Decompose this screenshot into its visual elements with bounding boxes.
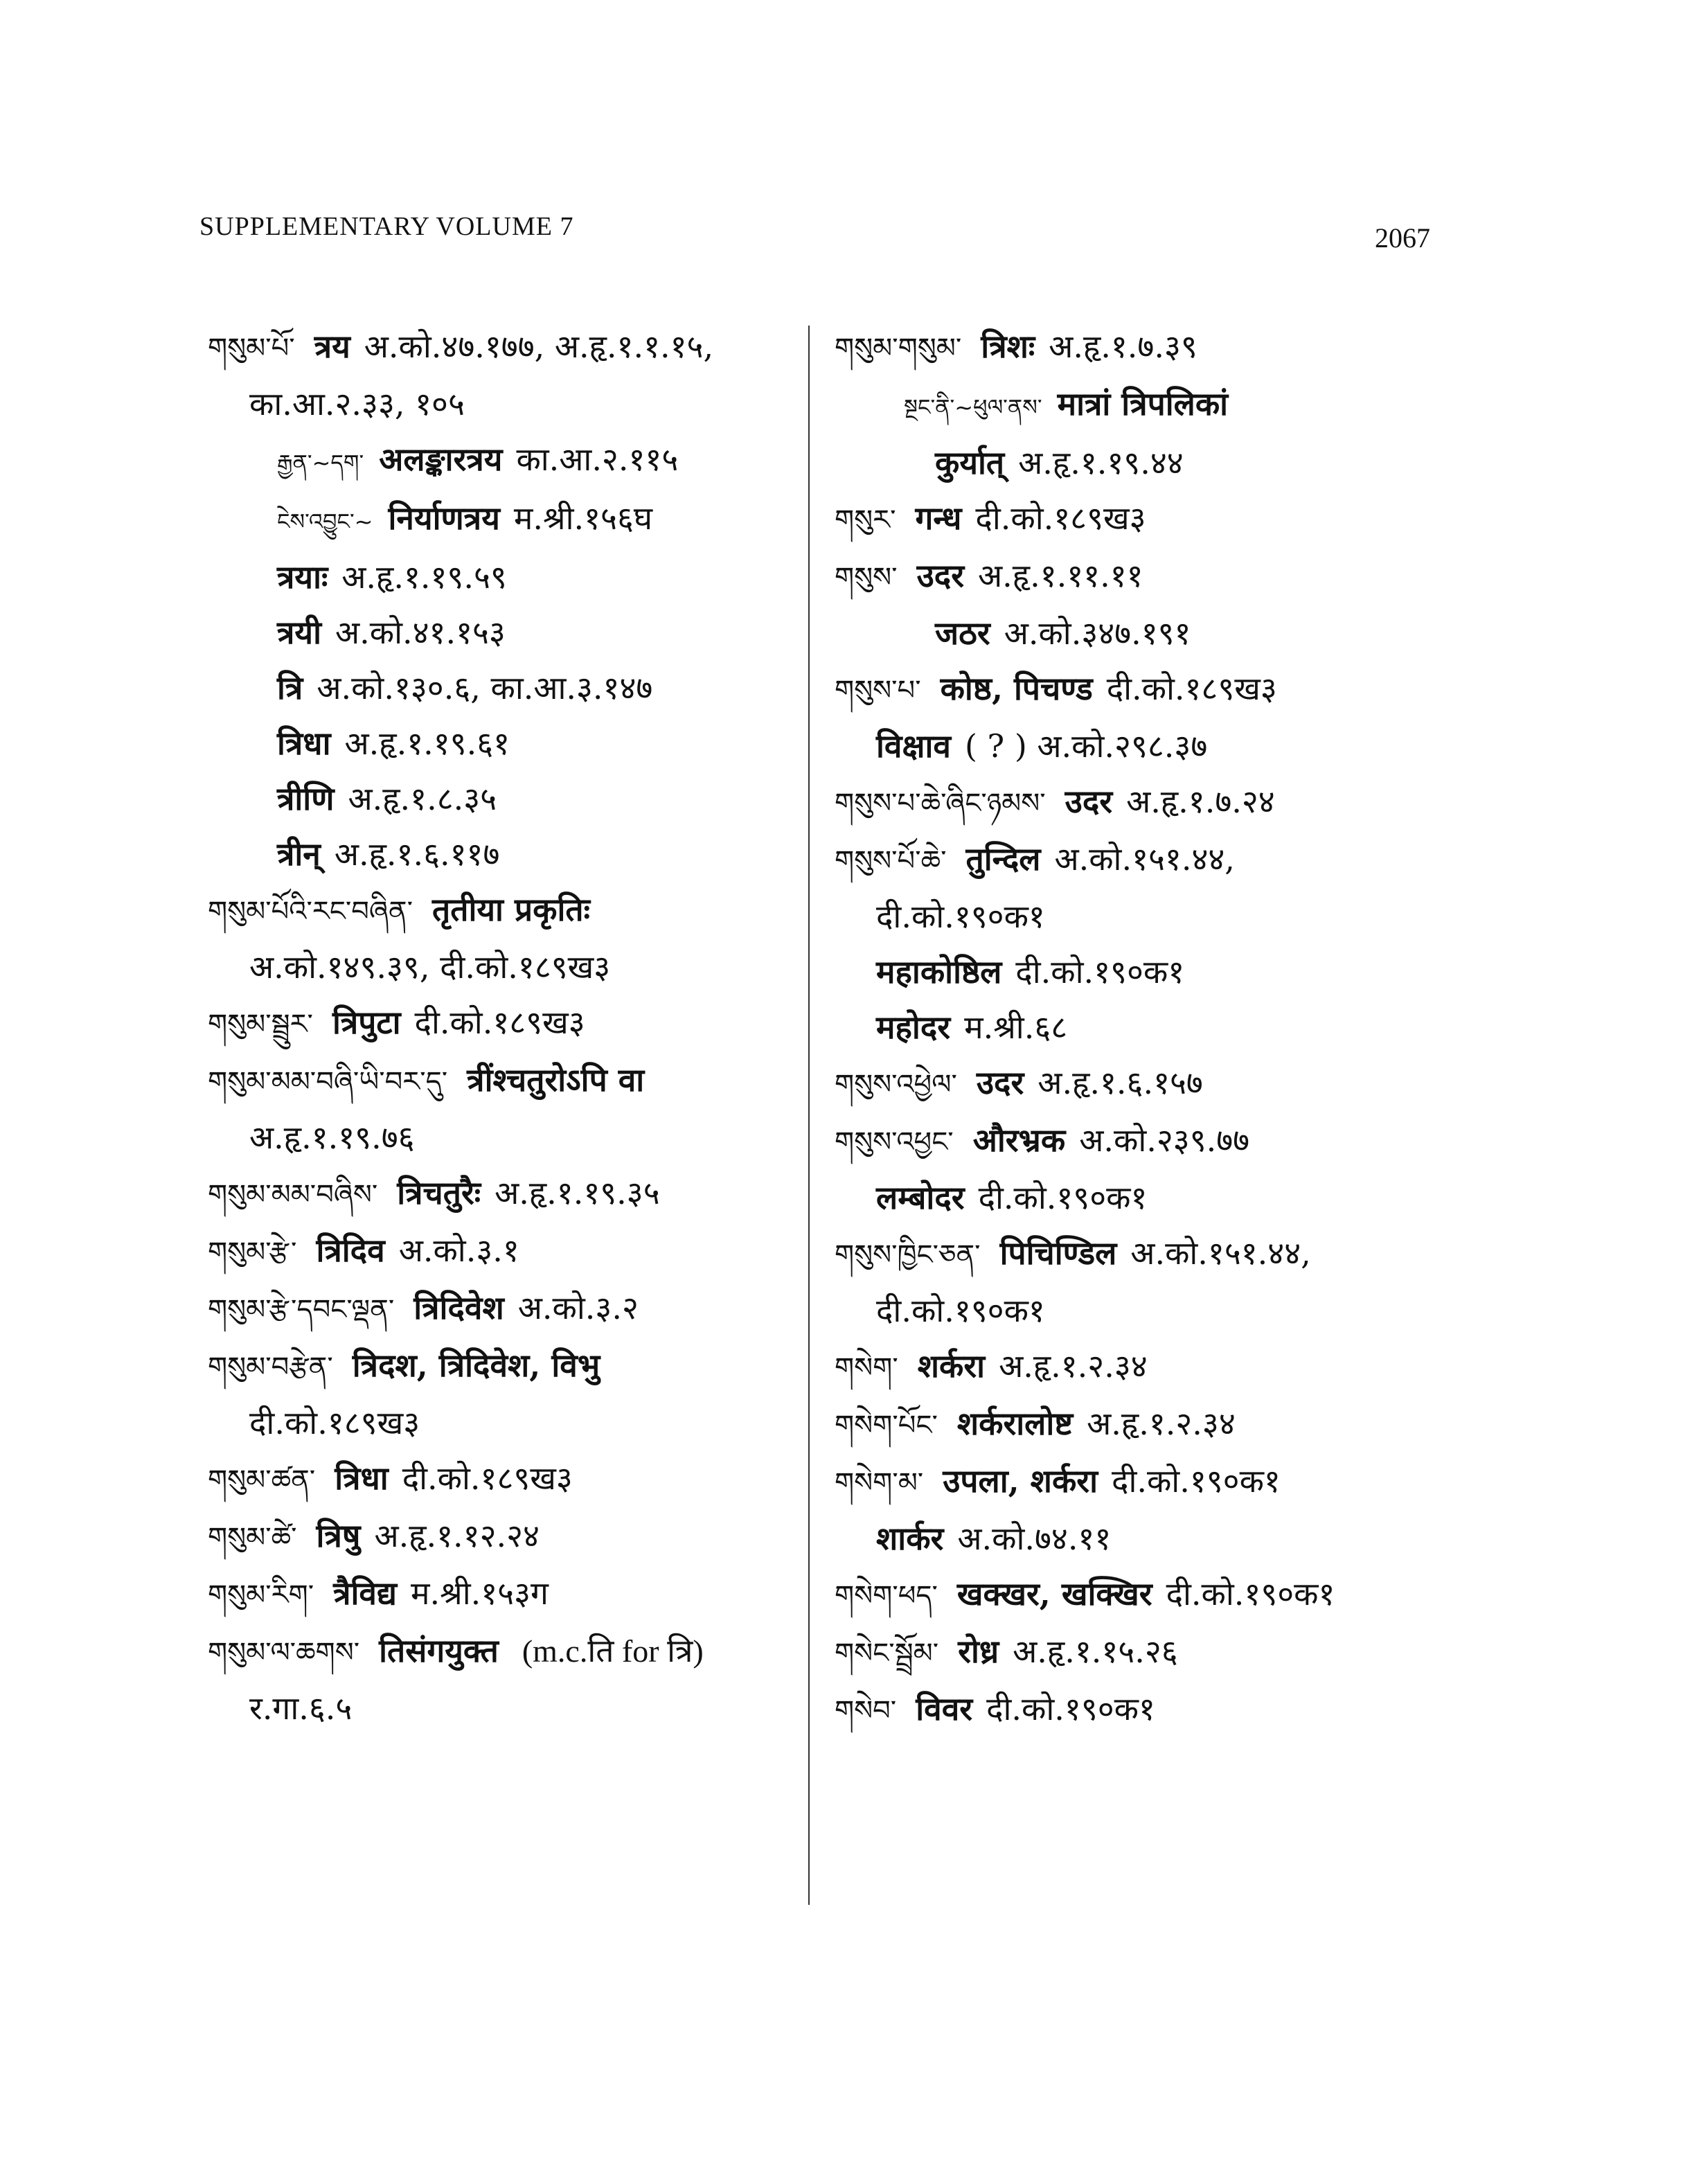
tibetan-headword: གསུས་: [835, 562, 898, 594]
dictionary-line: [208, 1165, 810, 1223]
sanskrit-equivalent: त्रिचतुरैः: [397, 1174, 481, 1211]
dictionary-line: [208, 1338, 810, 1395]
sanskrit-equivalent: शर्करा: [917, 1347, 986, 1385]
tibetan-headword: གསུམ་སྦྲུར་: [208, 1009, 313, 1040]
source-reference: अ.हृ.१.१९.४४: [1018, 444, 1184, 481]
tibetan-headword: གསུམ་པོའི་རང་བཞིན་: [208, 896, 413, 927]
tibetan-headword: གསེབ་: [835, 1695, 897, 1727]
source-reference: म.श्री.१५६घ: [513, 499, 653, 537]
dictionary-line: [208, 490, 810, 549]
editorial-note: (m.c.ति for त्रि): [522, 1633, 704, 1669]
source-reference: दी.को.१८९ख३: [975, 499, 1146, 537]
source-reference: अ.हृ.१.१९.६१: [344, 725, 510, 762]
dictionary-line: [835, 718, 1437, 774]
dictionary-line: [208, 1052, 810, 1110]
dictionary-line: [835, 944, 1437, 1000]
tibetan-headword: གསེག་: [835, 1352, 898, 1384]
column-divider: [808, 326, 810, 1905]
tibetan-headword: གསུམ་མམ་བཞི་ཡི་བར་དུ་: [208, 1066, 448, 1098]
dictionary-line: [835, 1055, 1437, 1112]
source-reference: अ.हृ.१.१९.७६: [249, 1119, 415, 1156]
source-reference: दी.को.१८९ख३: [402, 1459, 573, 1497]
source-reference: दी.को.१८९ख३: [249, 1404, 420, 1441]
source-reference: अ.को.१५१.४४,: [1130, 1234, 1311, 1272]
sanskrit-equivalent: त्रिदश, त्रिदिवेश, विभु: [352, 1347, 600, 1384]
sanskrit-equivalent: खक्खर, खक्खिर: [956, 1575, 1152, 1613]
source-reference: दी.को.१९०क१: [978, 1179, 1148, 1216]
dictionary-line: [835, 661, 1437, 718]
dictionary-line: [835, 1170, 1437, 1225]
sanskrit-equivalent: उदर: [976, 1064, 1024, 1101]
dictionary-line: [208, 432, 810, 490]
left-column: [208, 319, 810, 1736]
source-reference: अ.हृ.१.७.३९: [1049, 328, 1197, 365]
source-reference: अ.को.३.१: [398, 1232, 519, 1269]
source-reference: अ.को.३४७.१९१: [1004, 614, 1191, 652]
page-number: 2067: [1375, 222, 1430, 254]
sanskrit-equivalent: तृतीया प्रकृतिः: [432, 891, 590, 928]
source-reference: अ.हृ.१.८.३५: [348, 780, 497, 817]
dictionary-line: [835, 1000, 1437, 1055]
source-reference: र.गा.६.५: [249, 1689, 353, 1727]
source-reference: दी.को.१९०क१: [1166, 1575, 1335, 1613]
sanskrit-equivalent: मात्रां त्रिपलिकां: [1057, 385, 1229, 423]
dictionary-line: [208, 660, 810, 716]
dictionary-line: [835, 1681, 1437, 1739]
source-reference: ( ? ) अ.को.२९८.३७: [964, 727, 1208, 765]
source-reference: दी.को.१९०क१: [1112, 1462, 1281, 1500]
dictionary-line: [208, 319, 810, 376]
sanskrit-equivalent: त्रिधा: [335, 1459, 389, 1497]
sanskrit-equivalent: त्रयी: [277, 614, 321, 651]
dictionary-line: [208, 1680, 810, 1736]
tibetan-headword: གསེང་སྦྲོམ་: [835, 1637, 939, 1669]
source-reference: अ.को.१४९.३९, दी.को.१८९ख३: [249, 948, 611, 986]
source-reference: अ.को.१३०.६, का.आ.३.१४७: [317, 669, 653, 707]
tibetan-subphrase: རྒྱན་~དག་: [277, 450, 364, 476]
dictionary-line: [208, 376, 810, 432]
tibetan-headword: གསུས་པ་ཆེ་ཞིང་ཉམས་: [835, 788, 1046, 819]
dictionary-line: [835, 1112, 1437, 1170]
source-reference: अ.हृ.१.१९.३५: [495, 1174, 660, 1211]
source-reference: अ.हृ.१.२.३४: [1087, 1405, 1236, 1442]
tibetan-headword: གསུམ་རིག་: [208, 1579, 314, 1611]
dictionary-line: [208, 605, 810, 660]
source-reference: अ.हृ.१.६.१५७: [1037, 1064, 1203, 1101]
tibetan-headword: གསུས་པ་: [835, 675, 921, 707]
sanskrit-equivalent: अलङ्कारत्रय: [379, 441, 503, 478]
dictionary-line: [835, 605, 1437, 661]
tibetan-headword: གསེག་ཕད་: [835, 1580, 938, 1612]
dictionary-line: [835, 774, 1437, 831]
tibetan-headword: གསུར་: [835, 504, 896, 536]
source-reference: अ.को.३.२: [517, 1289, 639, 1326]
tibetan-subphrase: ངེས་འབྱུང་~: [277, 508, 373, 535]
dictionary-line: [208, 939, 810, 995]
source-reference: अ.को.२३९.७७: [1079, 1121, 1250, 1159]
tibetan-headword: གསེག་མ་: [835, 1467, 924, 1499]
source-reference: का.आ.२.११५: [516, 441, 679, 478]
sanskrit-equivalent: पिचिण्डिल: [999, 1234, 1117, 1272]
dictionary-line: [835, 548, 1437, 605]
tibetan-headword: གསུམ་ལ་ཆགས་: [208, 1637, 360, 1669]
source-reference: अ.को.४१.१५३: [335, 614, 506, 651]
sanskrit-equivalent: त्रि: [277, 669, 303, 707]
dictionary-line: [835, 1624, 1437, 1681]
sanskrit-equivalent: विक्षाव: [876, 727, 951, 765]
sanskrit-equivalent: तुन्दिल: [965, 840, 1041, 878]
source-reference: दी.को.१९०क१: [1015, 953, 1185, 991]
source-reference: म.श्री.६८: [964, 1009, 1068, 1046]
dictionary-line: [835, 435, 1437, 490]
dictionary-line: [208, 1395, 810, 1450]
dictionary-line: [835, 831, 1437, 889]
tibetan-headword: གསུས་པོ་ཆེ་: [835, 845, 947, 877]
source-reference: दी.को.१९०क१: [876, 898, 1045, 935]
sanskrit-equivalent: त्रीन्: [277, 835, 321, 873]
sanskrit-equivalent: त्रिपुटा: [332, 1004, 401, 1041]
dictionary-line: [835, 889, 1437, 944]
tibetan-subphrase: སྔང་ནི་~ཕུལ་ནས་: [904, 394, 1042, 420]
dictionary-line: [835, 1225, 1437, 1283]
sanskrit-equivalent: कुर्यात्: [935, 444, 1005, 481]
source-reference: अ.हृ.१.७.२४: [1126, 783, 1275, 820]
sanskrit-equivalent: उदर: [916, 557, 965, 594]
sanskrit-equivalent: जठर: [935, 614, 990, 652]
sanskrit-equivalent: त्रैविद्य: [333, 1574, 397, 1612]
source-reference: अ.हृ.१.१९.५९: [341, 558, 507, 596]
sanskrit-equivalent: गन्ध: [915, 499, 962, 537]
dictionary-line: [835, 1511, 1437, 1566]
right-column: [835, 319, 1437, 1739]
dictionary-line: [208, 1508, 810, 1565]
dictionary-line: [835, 1283, 1437, 1338]
sanskrit-equivalent: निर्याणत्रय: [388, 499, 500, 537]
tibetan-headword: གསུམ་གསུམ་: [835, 332, 962, 364]
source-reference: अ.हृ.१.११.११: [978, 557, 1143, 594]
sanskrit-equivalent: शर्करालोष्ट: [956, 1405, 1074, 1442]
dictionary-line: [835, 1396, 1437, 1453]
sanskrit-equivalent: रोध्र: [958, 1633, 999, 1670]
tibetan-headword: གསུམ་རྩེ་དབང་ལྡན་: [208, 1294, 395, 1326]
source-reference: अ.हृ.१.२.३४: [999, 1347, 1148, 1385]
dictionary-line: [835, 376, 1437, 435]
tibetan-headword: གསུས་ཁྱིང་ཅན་: [835, 1239, 981, 1271]
source-reference: अ.हृ.१.१२.२४: [374, 1517, 540, 1554]
dictionary-line: [208, 1565, 810, 1623]
tibetan-headword: གསུམ་པོ་: [208, 332, 295, 364]
source-reference: अ.को.१५१.४४,: [1054, 840, 1235, 878]
tibetan-headword: གསུམ་བརྩེན་: [208, 1351, 333, 1383]
dictionary-line: [208, 716, 810, 771]
sanskrit-equivalent: त्रिषु: [316, 1517, 361, 1554]
sanskrit-equivalent: तिसंगयुक्त: [379, 1632, 499, 1669]
source-reference: अ.हृ.१.६.११७: [334, 835, 500, 873]
dictionary-line: [835, 1453, 1437, 1511]
tibetan-headword: གསེག་པོང་: [835, 1410, 938, 1441]
dictionary-line: [835, 319, 1437, 376]
tibetan-headword: གསུམ་ཚེ་: [208, 1522, 297, 1554]
sanskrit-equivalent: त्रीणि: [277, 780, 335, 817]
sanskrit-equivalent: औरभ्रक: [972, 1121, 1066, 1159]
dictionary-line: [208, 1623, 810, 1680]
source-reference: दी.को.१८९ख३: [1106, 670, 1277, 707]
source-reference: अ.को.७४.११: [957, 1520, 1112, 1557]
dictionary-line: [835, 490, 1437, 548]
dictionary-line: [208, 1450, 810, 1508]
dictionary-line: [208, 882, 810, 939]
sanskrit-equivalent: शार्कर: [876, 1520, 944, 1557]
sanskrit-equivalent: उदर: [1065, 783, 1113, 820]
source-reference: का.आ.२.३३, १०५: [249, 385, 465, 423]
dictionary-line: [208, 1223, 810, 1280]
dictionary-line: [208, 1110, 810, 1165]
sanskrit-equivalent: उपला, शर्करा: [943, 1462, 1098, 1500]
dictionary-line: [208, 549, 810, 605]
source-reference: अ.हृ.१.१५.२६: [1013, 1633, 1178, 1670]
sanskrit-equivalent: त्रय: [314, 328, 350, 365]
sanskrit-equivalent: लम्बोदर: [876, 1179, 965, 1216]
dictionary-line: [835, 1338, 1437, 1396]
sanskrit-equivalent: विवर: [916, 1690, 973, 1728]
tibetan-headword: གསུམ་རྩེ་: [208, 1236, 297, 1268]
sanskrit-equivalent: त्रिशः: [981, 328, 1035, 365]
running-head: SUPPLEMENTARY VOLUME 7: [199, 212, 574, 241]
dictionary-line: [208, 1280, 810, 1338]
sanskrit-equivalent: त्रिदिवेश: [413, 1289, 504, 1326]
dictionary-line: [208, 995, 810, 1052]
tibetan-headword: གསུས་འཕྱེལ་: [835, 1069, 957, 1101]
tibetan-headword: གསུས་འཕྱང་: [835, 1126, 954, 1158]
dictionary-line: [835, 1566, 1437, 1624]
sanskrit-equivalent: कोष्ठ, पिचण्ड: [940, 670, 1093, 707]
sanskrit-equivalent: महोदर: [876, 1009, 951, 1046]
dictionary-line: [208, 826, 810, 882]
source-reference: दी.को.१८९ख३: [414, 1004, 585, 1041]
sanskrit-equivalent: त्रयाः: [277, 558, 328, 596]
sanskrit-equivalent: त्रिदिव: [316, 1232, 385, 1269]
tibetan-headword: གསུམ་མམ་བཞིས་: [208, 1179, 378, 1211]
source-reference: दी.को.१९०क१: [876, 1292, 1045, 1329]
tibetan-headword: གསུམ་ཚན་: [208, 1464, 316, 1496]
source-reference: म.श्री.१५३ग: [411, 1574, 549, 1612]
sanskrit-equivalent: महाकोष्ठिल: [876, 953, 1002, 991]
sanskrit-equivalent: त्रिधा: [277, 725, 331, 762]
sanskrit-equivalent: त्रींश्चतुरोऽपि वा: [467, 1061, 645, 1099]
source-reference: दी.को.१९०क१: [986, 1690, 1155, 1728]
source-reference: अ.को.४७.१७७, अ.हृ.१.१.१५,: [364, 328, 714, 365]
dictionary-line: [208, 771, 810, 826]
